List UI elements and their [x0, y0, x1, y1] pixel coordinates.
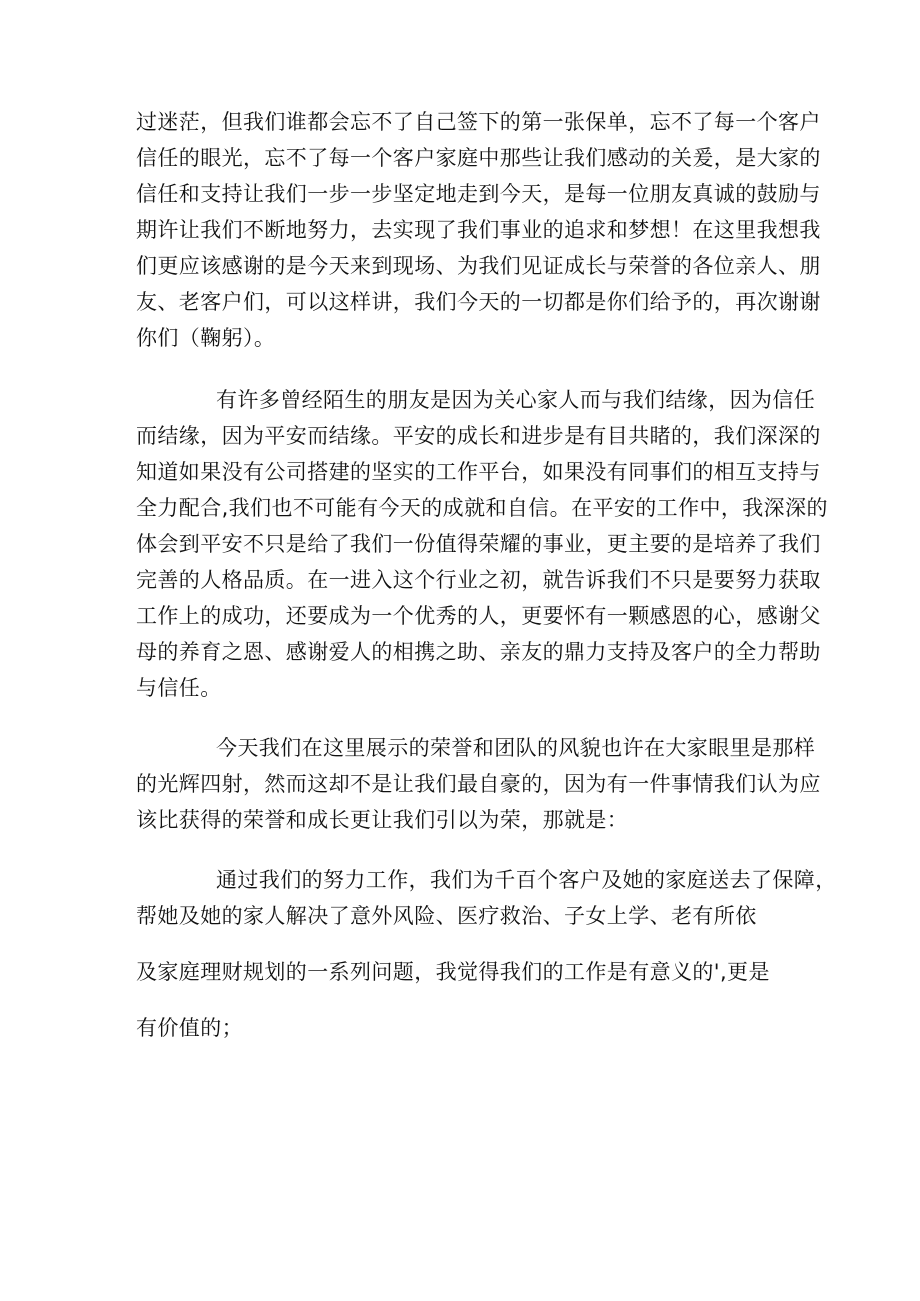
paragraph-2-line-2: 而结缘，因为平安而结缘。平安的成长和进步是有目共睹的，我们深深的 — [136, 424, 821, 448]
paragraph-2-line-8: 母的养育之恩、感谢爱人的相携之助、亲友的鼎力支持及客户的全力帮助 — [136, 640, 821, 664]
paragraph-1-line-3: 信任和支持让我们一步一步坚定地走到今天，是每一位朋友真诚的鼓励与 — [136, 182, 821, 206]
paragraph-2-line-1: 有许多曾经陌生的朋友是因为关心家人而与我们结缘，因为信任 — [216, 388, 816, 412]
paragraph-4-line-3: 及家庭理财规划的一系列问题，我觉得我们的工作是有意义的',更是 — [136, 960, 770, 984]
paragraph-2-line-3: 知道如果没有公司搭建的坚实的工作平台，如果没有同事们的相互支持与 — [136, 460, 821, 484]
paragraph-3-line-3: 该比获得的荣誉和成长更让我们引以为荣，那就是： — [136, 808, 629, 832]
paragraph-2-line-6: 完善的人格品质。在一进入这个行业之初，就告诉我们不只是要努力获取 — [136, 568, 821, 592]
paragraph-1-line-7: 你们（鞠躬）。 — [136, 326, 276, 350]
paragraph-2-line-9: 与信任。 — [136, 676, 222, 700]
paragraph-1-line-5: 们更应该感谢的是今天来到现场、为我们见证成长与荣誉的各位亲人、朋 — [136, 254, 821, 278]
paragraph-4-line-1: 通过我们的努力工作，我们为千百个客户及她的家庭送去了保障， — [216, 868, 837, 892]
paragraph-1-line-2: 信任的眼光，忘不了每一个客户家庭中那些让我们感动的关爰，是大家的 — [136, 146, 821, 170]
paragraph-1-line-1: 过迷茫，但我们谁都会忘不了自己签下的第一张保单，忘不了每一个客户 — [136, 110, 821, 134]
paragraph-3-line-2: 的光辉四射，然而这却不是让我们最自豪的，因为有一件事情我们认为应 — [136, 772, 821, 796]
paragraph-1-line-6: 友、老客户们，可以这样讲，我们今天的一切都是你们给予的，再次谢谢 — [136, 290, 821, 314]
paragraph-2-line-7: 工作上的成功，还要成为一个优秀的人，更要怀有一颗感恩的心，感谢父 — [136, 604, 821, 628]
paragraph-2-line-5: 体会到平安不只是给了我们一份值得荣耀的事业，更主要的是培养了我们 — [136, 532, 821, 556]
paragraph-4-line-2: 帮她及她的家人解决了意外风险、医疗救治、子女上学、老有所依 — [136, 904, 757, 928]
paragraph-2-line-4: 全力配合,我们也不可能有今天的成就和自信。在平安的工作中，我深深的 — [136, 496, 828, 520]
paragraph-1-line-4: 期许让我们不断地努力，去实现了我们事业的追求和梦想！在这里我想我 — [136, 218, 821, 242]
paragraph-3-line-1: 今天我们在这里展示的荣誉和团队的风貌也许在大家眼里是那样 — [216, 736, 816, 760]
paragraph-4-line-4: 有价值的； — [136, 1016, 243, 1040]
